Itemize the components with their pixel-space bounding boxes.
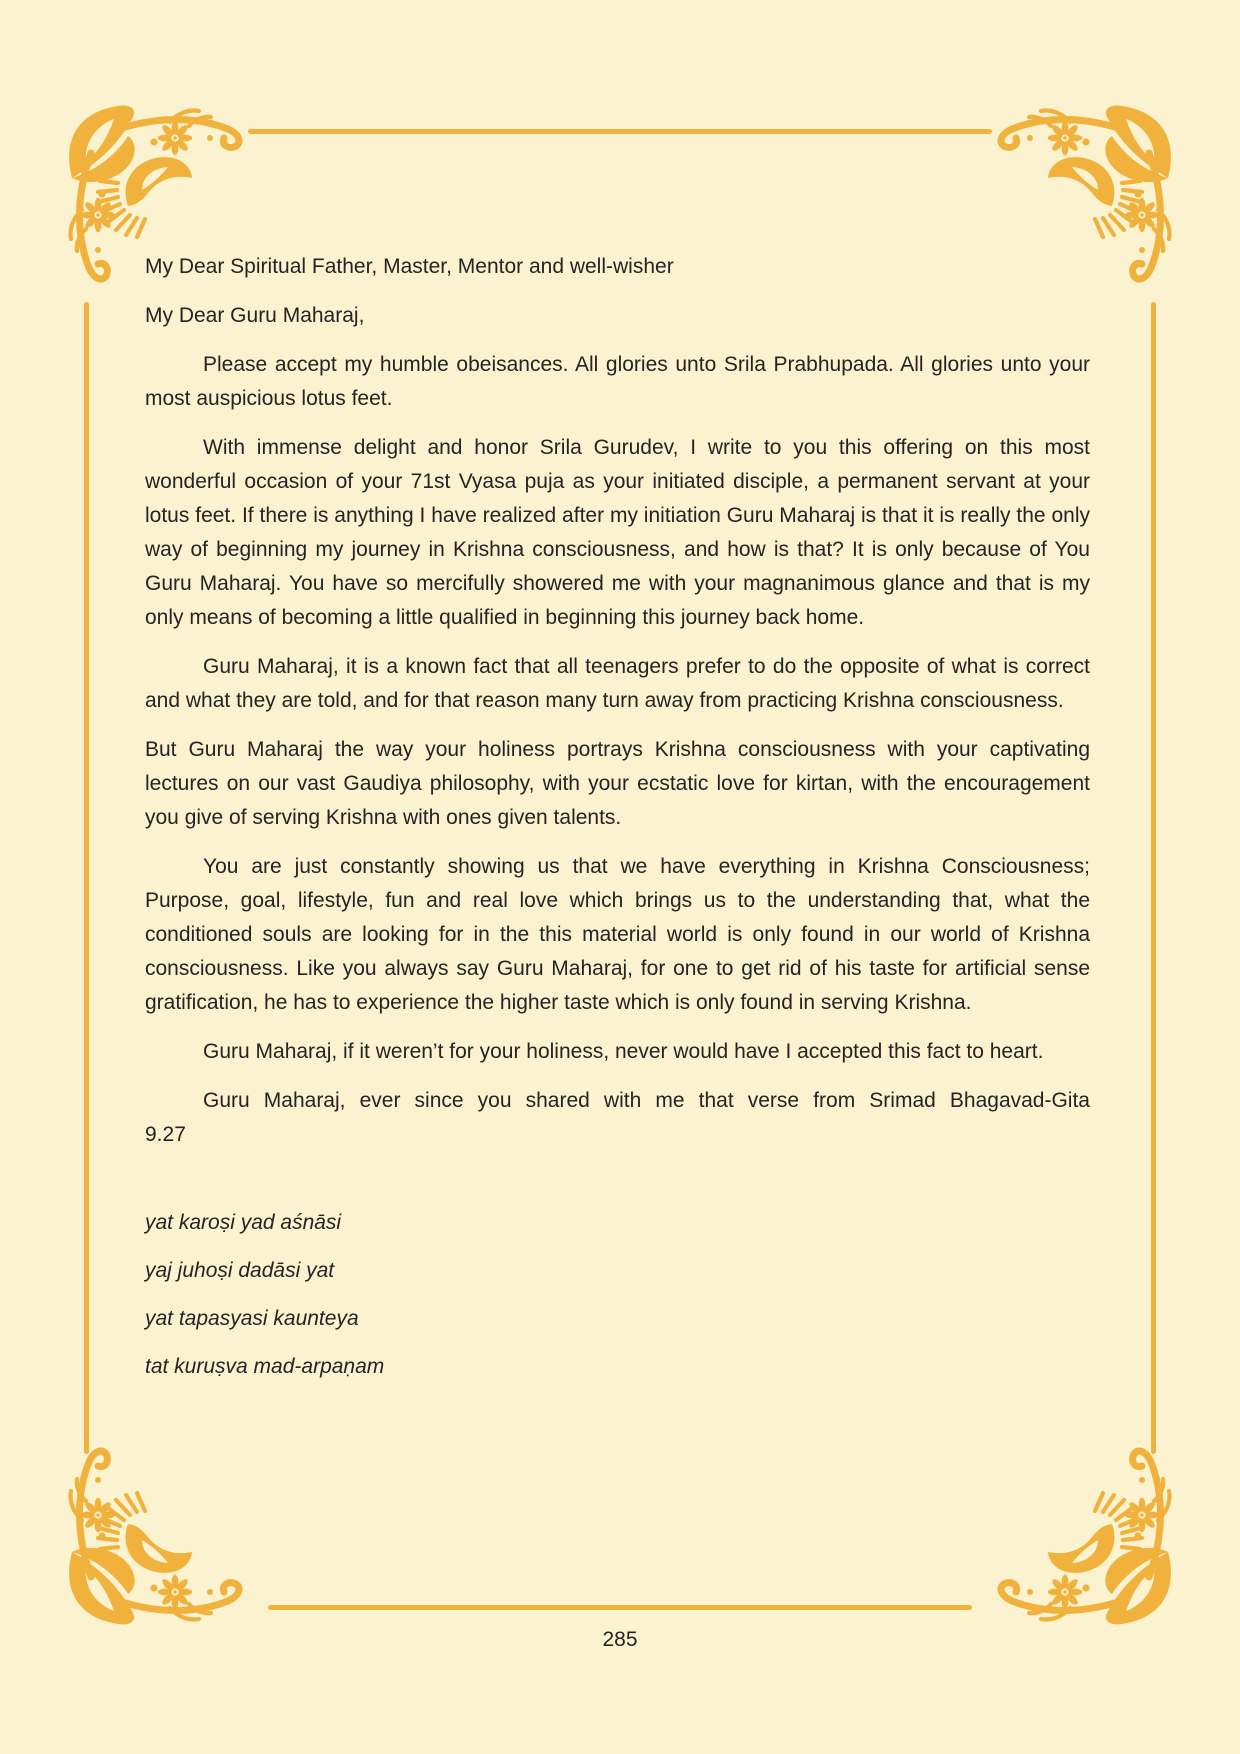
paragraph-text: Guru Maharaj, ever since you shared with me that verse from Srimad Bhagavad-Gita <box>203 1089 1090 1112</box>
verse-line: yat karoṣi yad aśnāsi <box>145 1211 342 1234</box>
verse-reference: 9.27 <box>145 1123 186 1146</box>
verse-line: tat kuruṣva mad-arpaṇam <box>145 1355 385 1378</box>
frame-border-right <box>1151 302 1156 1454</box>
salutation-line-2: My Dear Guru Maharaj, <box>145 304 365 327</box>
frame-border-top <box>248 129 992 134</box>
letter-paragraph: Please accept my humble obeisances. All glories unto Srila Prabhupada. All glories unto your most auspicious lotus feet. <box>145 353 1090 410</box>
verse-line: yat tapasyasi kaunteya <box>145 1307 359 1330</box>
salutation-line-1: My Dear Spiritual Father, Master, Mentor and well-wisher <box>145 255 674 278</box>
corner-flourish-icon-bottom-right <box>982 1432 1182 1632</box>
frame-border-left <box>84 302 89 1454</box>
page-number: 285 <box>602 1628 638 1651</box>
letter-paragraph: With immense delight and honor Srila Gurudev, I write to you this offering on this most wonderful occasion of your 71st Vyasa puja as your initiated disciple, a permanent servant at your lotus feet. If there is anything I have realized after my initiation Guru Maharaj is that it is really the only way of beginning my journey in Krishna consciousness, and how is that? It is only because of You Guru Maharaj. You have so mercifully showered me with your magnanimous glance and that is my only means of becoming a little qualified in beginning this journey back home. <box>145 436 1090 629</box>
letter-paragraph: Guru Maharaj, if it weren’t for your holiness, never would have I accepted this fact to heart. <box>203 1040 1044 1063</box>
verse-block <box>145 1206 1090 1384</box>
letter-body <box>145 250 1090 1398</box>
letter-paragraph: Guru Maharaj, it is a known fact that all teenagers prefer to do the opposite of what is correct and what they are told, and for that reason many turn away from practicing Krishna consciousness. <box>145 655 1090 712</box>
letter-paragraph <box>145 1084 1090 1152</box>
corner-flourish-icon-bottom-left <box>58 1432 258 1632</box>
letter-paragraph: You are just constantly showing us that we have everything in Krishna Consciousness; Purpose, goal, lifestyle, fun and real love which brings us to the understanding that, what the conditioned souls are looking for in the this material world is only found in our world of Krishna consciousness. Like you always say Guru Maharaj, for one to get rid of his taste for artificial sense gratification, he has to experience the higher taste which is only found in serving Krishna. <box>145 855 1090 1014</box>
frame-border-bottom <box>268 1605 972 1610</box>
letter-paragraph: But Guru Maharaj the way your holiness portrays Krishna consciousness with your captivating lectures on our vast Gaudiya philosophy, with your ecstatic love for kirtan, with the encouragement you give of serving Krishna with ones given talents. <box>145 738 1090 829</box>
verse-line: yaj juhoṣi dadāsi yat <box>145 1259 335 1282</box>
